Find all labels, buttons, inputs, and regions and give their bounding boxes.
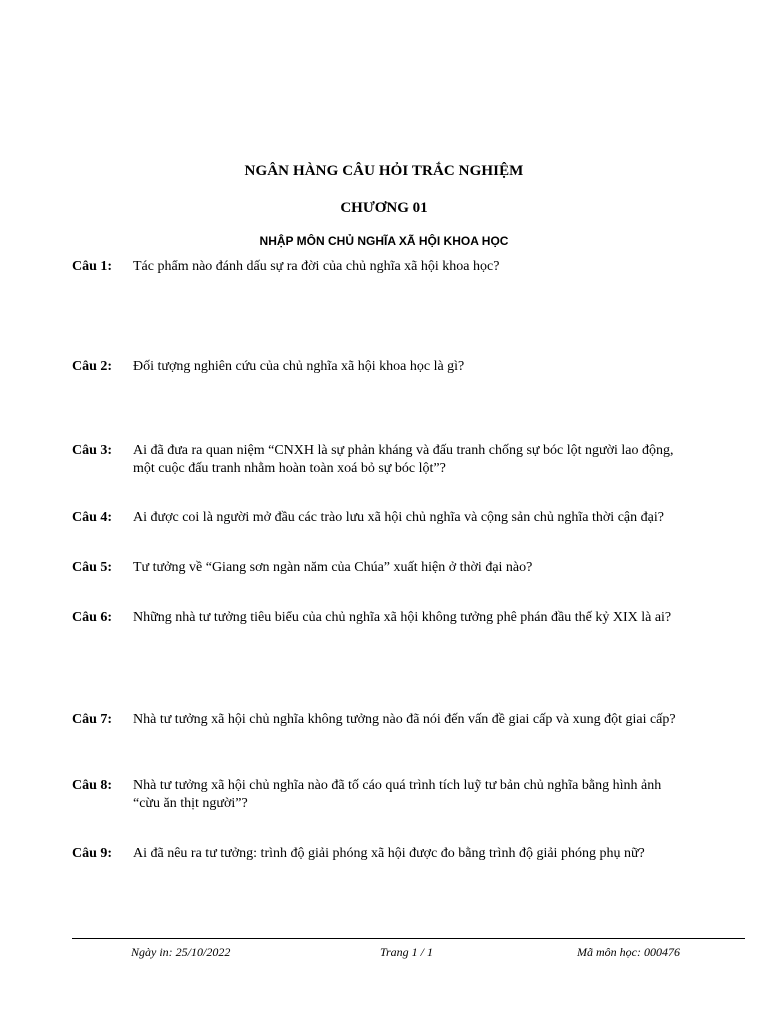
footer-course-code: Mã môn học: 000476 xyxy=(577,945,680,959)
question-text: Nhà tư tưởng xã hội chủ nghĩa nào đã tố cáo quá trình tích luỹ tư bản chủ nghĩa bằng hình ảnh “cừu ăn thịt người”? xyxy=(133,778,662,811)
chapter-title: CHƯƠNG 01 xyxy=(340,200,428,216)
question-text: Ai đã đưa ra quan niệm “CNXH là sự phản kháng và đấu tranh chống sự bóc lột người lao động, một cuộc đấu tranh nhằm hoàn toàn xoá bỏ sự bóc lột”? xyxy=(133,443,674,476)
page-title: NGÂN HÀNG CÂU HỎI TRẮC NGHIỆM xyxy=(244,163,524,179)
question-text: Ai đã nêu ra tư tưởng: trình độ giải phóng xã hội được đo bằng trình độ giải phóng phụ nữ? xyxy=(133,846,645,861)
question-label: Câu 3: xyxy=(72,443,113,458)
question-text: Tư tưởng về “Giang sơn ngàn năm của Chúa” xuất hiện ở thời đại nào? xyxy=(133,560,533,575)
footer-page-number: Trang 1 / 1 xyxy=(380,945,434,959)
question-label: Câu 1: xyxy=(72,259,113,274)
question-text: Tác phẩm nào đánh dấu sự ra đời của chủ nghĩa xã hội khoa học? xyxy=(133,259,500,274)
footer-print-date: Ngày in: 25/10/2022 xyxy=(131,945,231,959)
question-label: Câu 9: xyxy=(72,846,113,861)
question-label: Câu 6: xyxy=(72,610,113,625)
question-label: Câu 7: xyxy=(72,712,113,727)
question-text: Nhà tư tưởng xã hội chủ nghĩa không tưởng nào đã nói đến vấn đề giai cấp và xung đột giai cấp? xyxy=(133,712,676,727)
question-label: Câu 4: xyxy=(72,510,113,525)
chapter-subtitle: NHẬP MÔN CHỦ NGHĨA XÃ HỘI KHOA HỌC xyxy=(259,234,509,248)
question-text: Những nhà tư tưởng tiêu biểu của chủ nghĩa xã hội không tưởng phê phán đầu thế kỷ XIX là ai? xyxy=(133,610,672,625)
question-text: Đối tượng nghiên cứu của chủ nghĩa xã hội khoa học là gì? xyxy=(133,359,465,374)
question-text: Ai được coi là người mở đầu các trào lưu xã hội chủ nghĩa và cộng sản chủ nghĩa thời cận đại? xyxy=(133,510,664,525)
question-label: Câu 2: xyxy=(72,359,113,374)
question-label: Câu 8: xyxy=(72,778,113,793)
footer-divider xyxy=(72,938,745,939)
question-label: Câu 5: xyxy=(72,560,113,575)
